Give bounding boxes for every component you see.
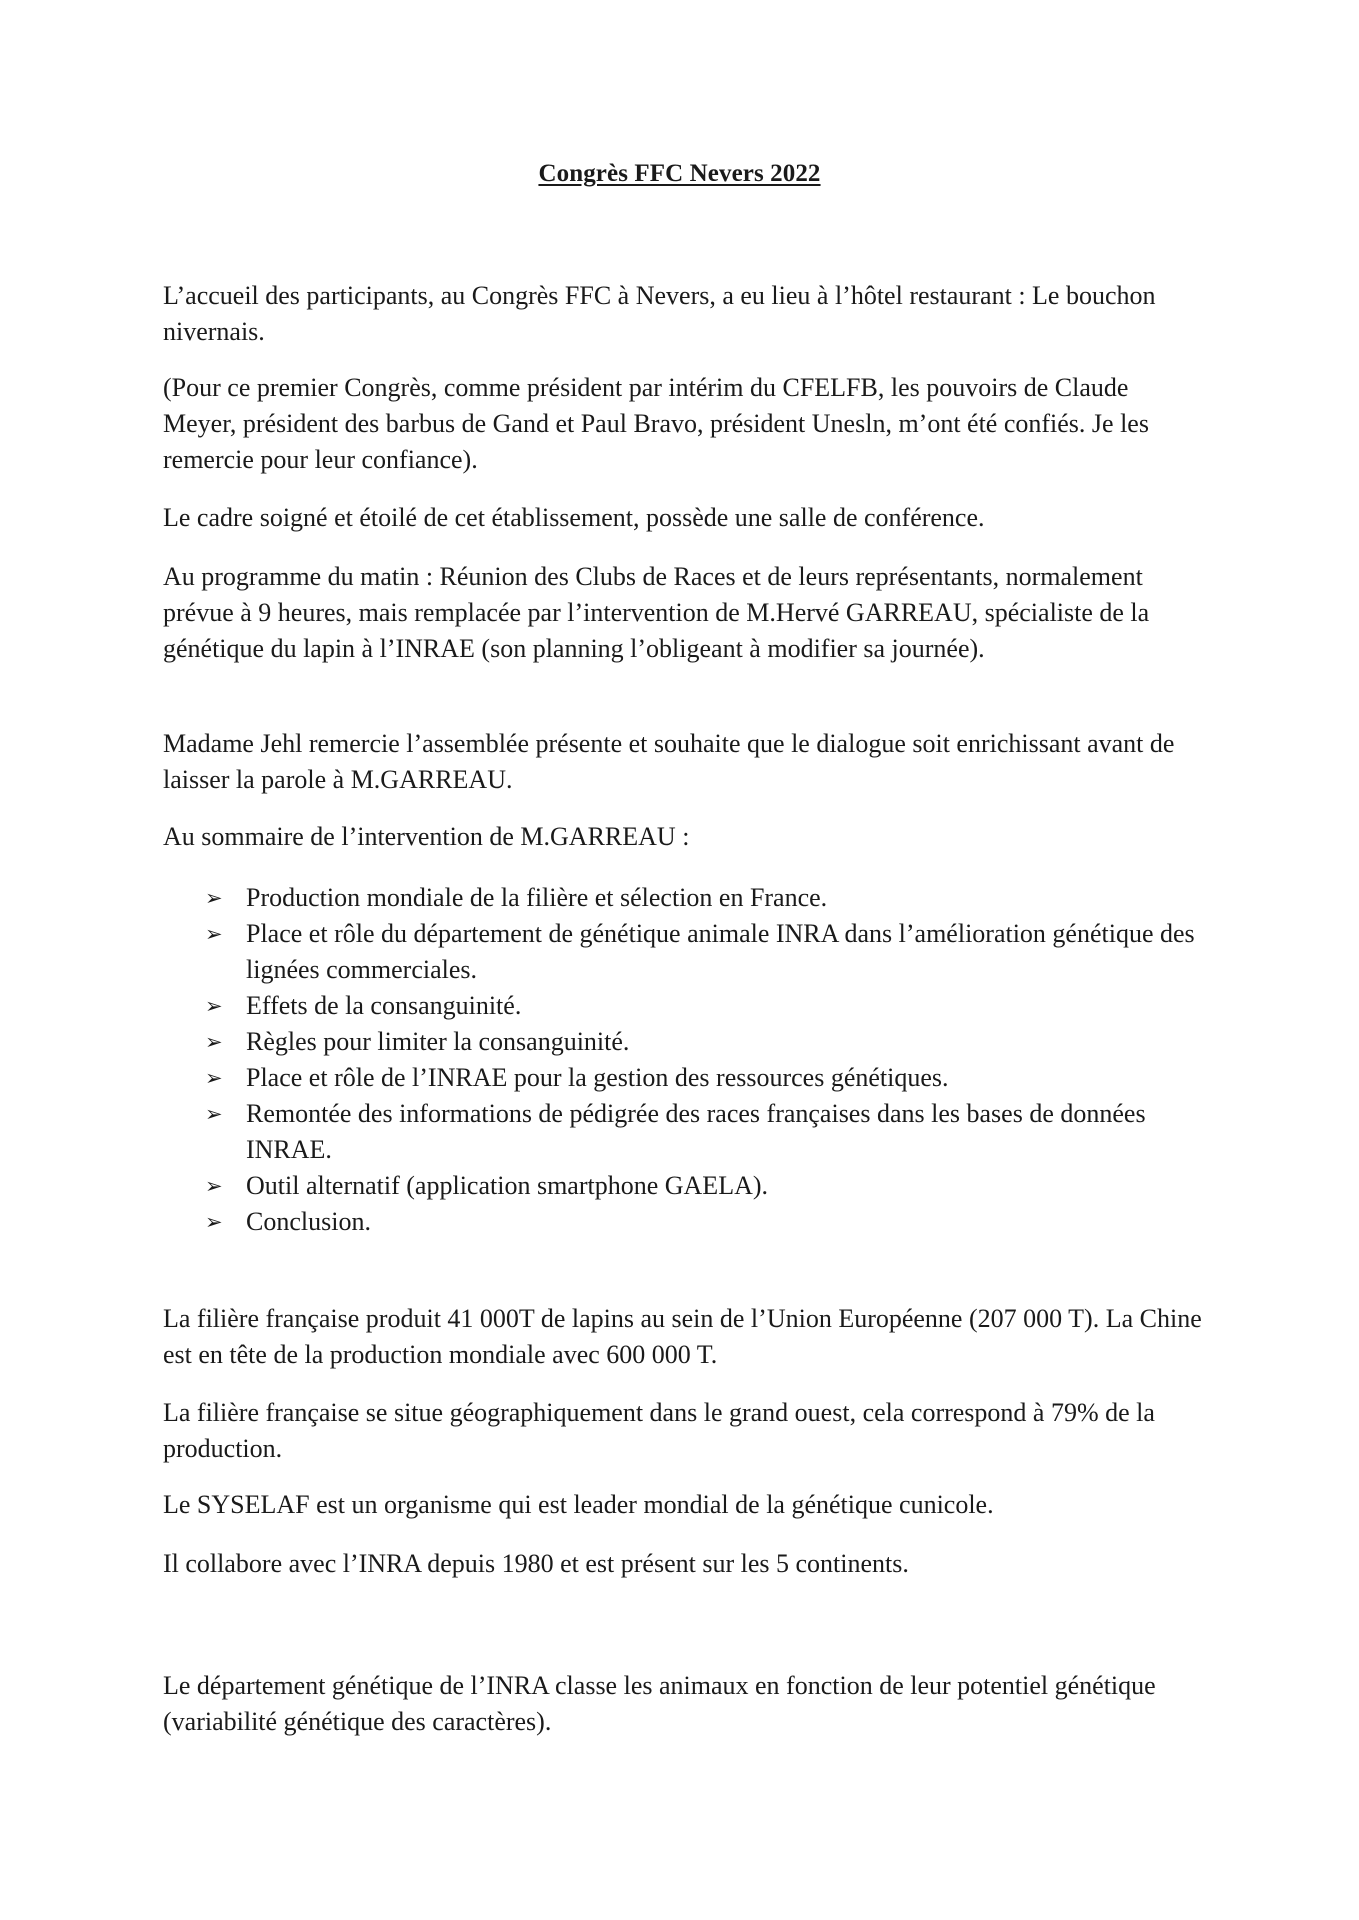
paragraph-production: La filière française produit 41 000T de lapins au sein de l’Union Européenne (207 000 T). La Chine est en tête de la production mondiale avec 600 000 T. <box>163 1304 1202 1369</box>
arrow-bullet-icon: ➢ <box>205 886 223 910</box>
list-item <box>163 916 1203 988</box>
list-item-text: Conclusion. <box>246 1207 371 1236</box>
document-title: Congrès FFC Nevers 2022 <box>538 160 821 187</box>
paragraph-grand-ouest: La filière française se situe géographiquement dans le grand ouest, cela correspond à 79% de la production. <box>163 1398 1155 1463</box>
arrow-bullet-icon: ➢ <box>205 994 223 1018</box>
list-item <box>163 1096 1203 1168</box>
list-item <box>163 1060 1203 1096</box>
paragraph-accueil: L’accueil des participants, au Congrès FFC à Nevers, a eu lieu à l’hôtel restaurant : Le bouchon nivernais. <box>163 281 1156 346</box>
paragraph-programme: Au programme du matin : Réunion des Clubs de Races et de leurs représentants, normalement prévue à 9 heures, mais remplacée par l’intervention de M.Hervé GARREAU, spécialiste de la génétique du lapin à l’INRAE (son planning l’obligeant à modifier sa journée). <box>163 562 1150 663</box>
list-item <box>163 988 1203 1024</box>
list-item-text: Outil alternatif (application smartphone GAELA). <box>246 1171 769 1200</box>
arrow-bullet-icon: ➢ <box>205 1210 223 1234</box>
list-item-text: Règles pour limiter la consanguinité. <box>246 1027 630 1056</box>
list-item-text: Place et rôle du département de génétique animale INRA dans l’amélioration génétique des lignées commerciales. <box>246 919 1195 984</box>
list-item <box>163 1168 1203 1204</box>
list-item <box>163 1024 1203 1060</box>
arrow-bullet-icon: ➢ <box>205 1066 223 1090</box>
list-item-text: Place et rôle de l’INRAE pour la gestion des ressources génétiques. <box>246 1063 949 1092</box>
arrow-bullet-icon: ➢ <box>205 1174 223 1198</box>
list-item-text: Effets de la consanguinité. <box>246 991 522 1020</box>
arrow-bullet-icon: ➢ <box>205 922 223 946</box>
paragraph-inra-collabore: Il collabore avec l’INRA depuis 1980 et est présent sur les 5 continents. <box>163 1549 909 1578</box>
list-item <box>163 1204 1203 1240</box>
paragraph-cadre: Le cadre soigné et étoilé de cet établissement, possède une salle de conférence. <box>163 503 985 532</box>
paragraph-pouvoirs: (Pour ce premier Congrès, comme président par intérim du CFELFB, les pouvoirs de Claude Meyer, président des barbus de Gand et Paul Bravo, président Unesln, m’ont été confiés. Je les remercie pour leur confiance). <box>163 373 1149 474</box>
arrow-bullet-icon: ➢ <box>205 1102 223 1126</box>
list-item <box>163 880 1203 916</box>
paragraph-madame-jehl: Madame Jehl remercie l’assemblée présente et souhaite que le dialogue soit enrichissant avant de laisser la parole à M.GARREAU. <box>163 729 1175 794</box>
paragraph-sommaire: Au sommaire de l’intervention de M.GARREAU : <box>163 822 690 851</box>
list-item-text: Remontée des informations de pédigrée des races françaises dans les bases de données INRAE. <box>246 1099 1146 1164</box>
paragraph-departement-genetique: Le département génétique de l’INRA classe les animaux en fonction de leur potentiel génétique (variabilité génétique des caractères). <box>163 1671 1156 1736</box>
paragraph-syselaf: Le SYSELAF est un organisme qui est leader mondial de la génétique cunicole. <box>163 1490 994 1519</box>
sommaire-list <box>163 880 1203 1240</box>
arrow-bullet-icon: ➢ <box>205 1030 223 1054</box>
list-item-text: Production mondiale de la filière et sélection en France. <box>246 883 828 912</box>
